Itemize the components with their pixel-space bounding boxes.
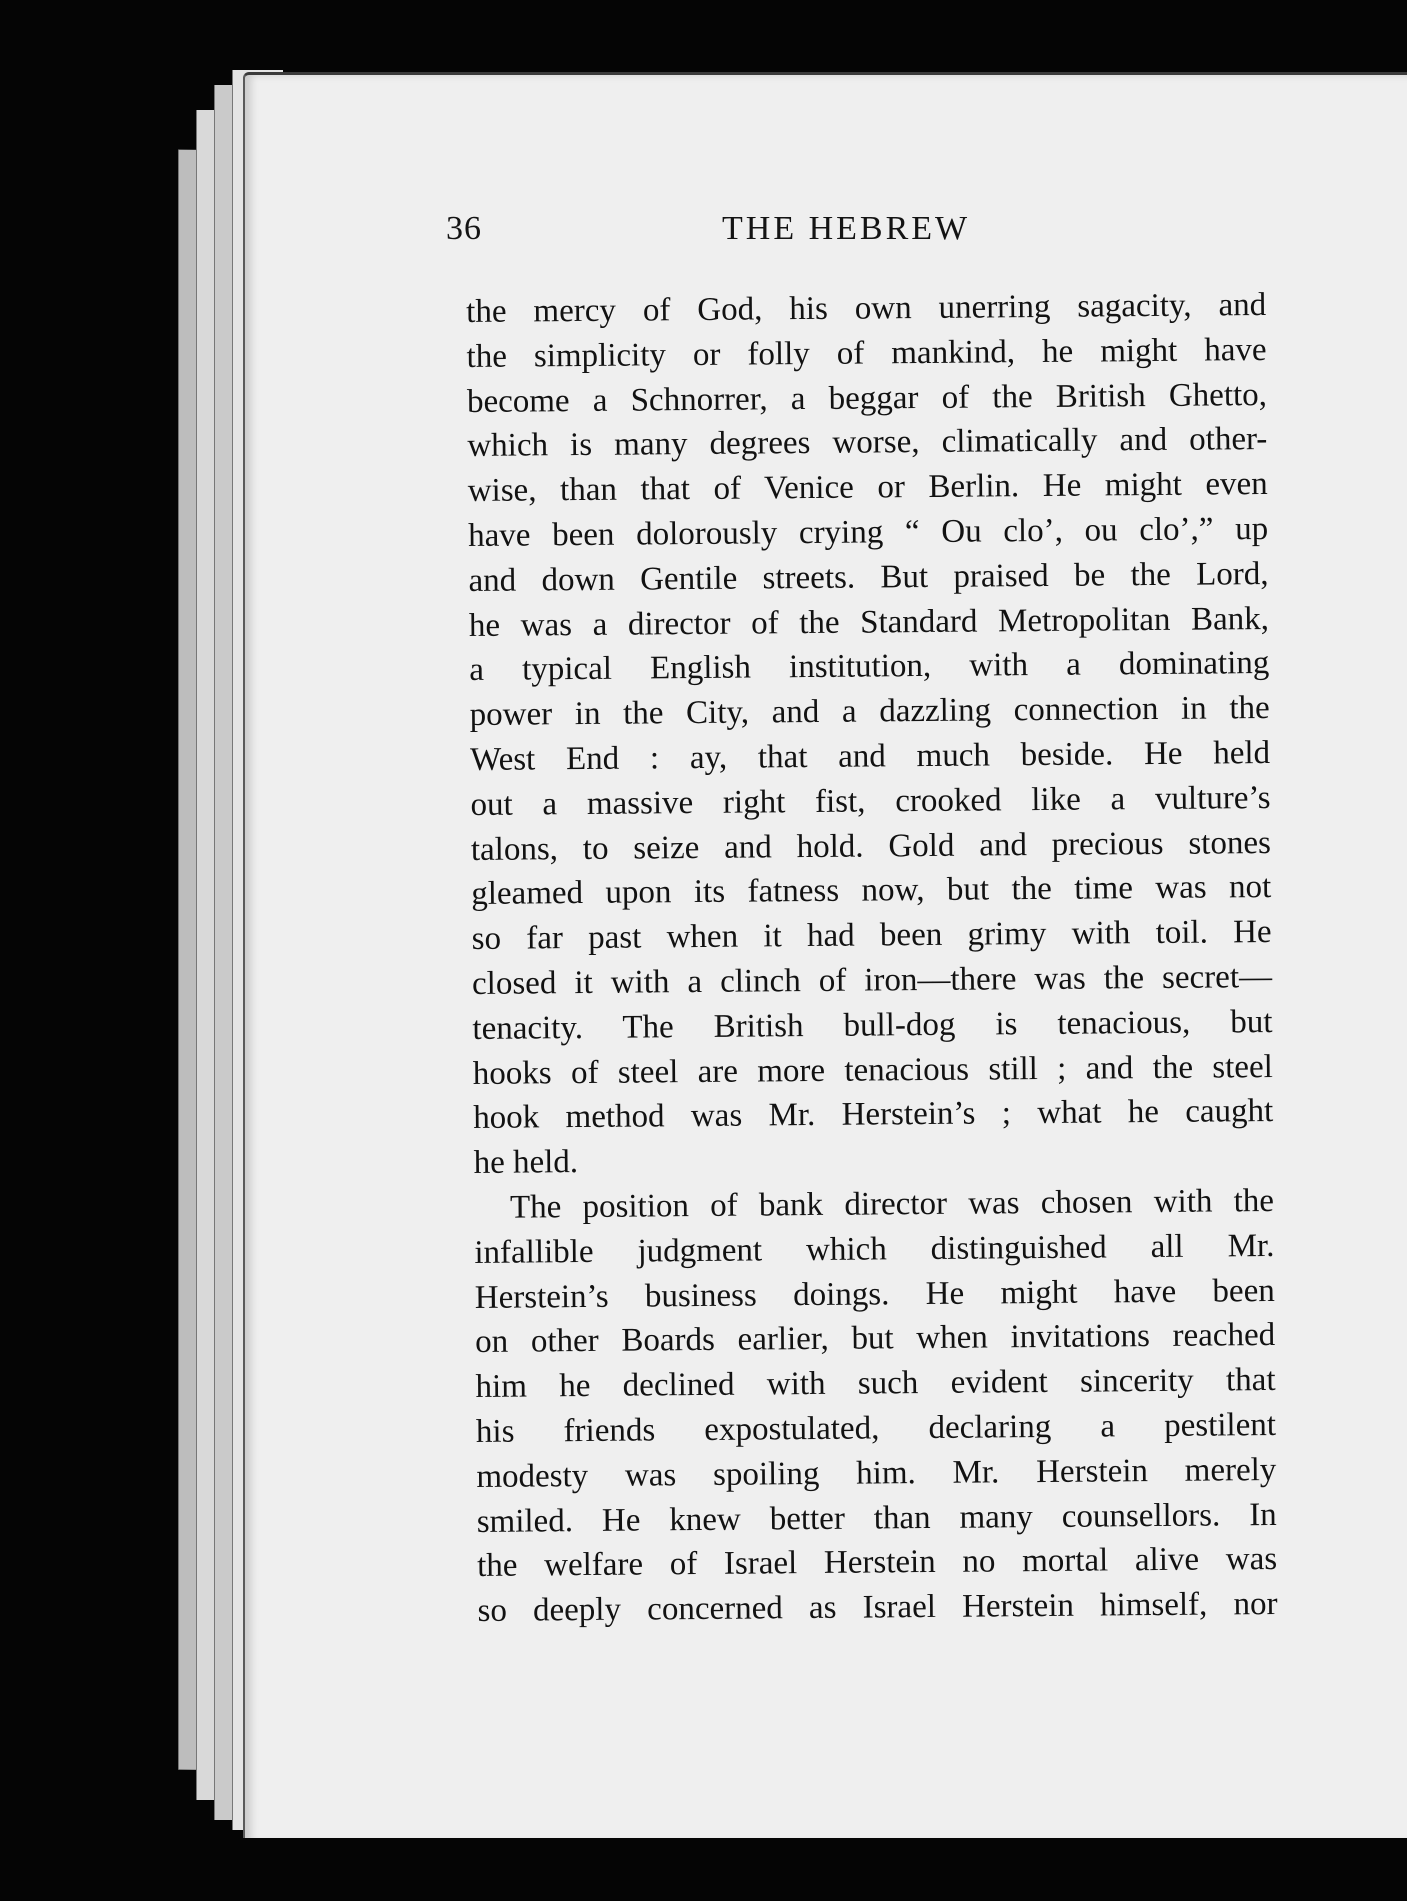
text-line: tenacity. The British bull-dog is tenacious, but — [472, 1003, 1273, 1047]
text-line: which is many degrees worse, climatically and other- — [467, 421, 1268, 465]
text-line: talons, to seize and hold. Gold and precious stones — [470, 824, 1272, 868]
paragraph-2 — [474, 1179, 1278, 1634]
text-line: closed it with a clinch of iron—there was the secret— — [471, 958, 1273, 1002]
text-line: on other Boards earlier, but when invitations reached — [475, 1317, 1276, 1361]
text-line: wise, than that of Venice or Berlin. He might even — [467, 466, 1268, 510]
text-line: hook method was Mr. Herstein’s ; what he caught — [473, 1093, 1274, 1137]
text-line: infallible judgment which distinguished all Mr. — [474, 1227, 1275, 1271]
text-line: the simplicity or folly of mankind, he might have — [466, 331, 1267, 375]
body-text — [466, 283, 1278, 1634]
text-line: become a Schnorrer, a beggar of the British Ghetto, — [466, 376, 1268, 420]
text-line: the mercy of God, his own unerring sagacity, and — [466, 287, 1267, 330]
text-line: his friends expostulated, declaring a pestilent — [475, 1406, 1277, 1450]
page-number: 36 — [446, 210, 482, 247]
page-header — [446, 210, 1266, 270]
text-line: Herstein’s business doings. He might have been — [474, 1272, 1275, 1316]
text-line: the welfare of Israel Herstein no mortal alive was — [476, 1541, 1278, 1585]
text-line: power in the City, and a dazzling connection in the — [469, 690, 1270, 734]
text-line: have been dolorously crying “ Ou clo’, ou clo’,” up — [467, 510, 1269, 554]
text-line: out a massive right fist, crooked like a vulture’s — [470, 779, 1271, 823]
text-line: smiled. He knew better than many counsellors. In — [476, 1496, 1277, 1540]
text-line: him he declined with such evident sincerity that — [475, 1362, 1276, 1406]
text-line: so deeply concerned as Israel Herstein himself, nor — [477, 1586, 1278, 1630]
paragraph-1 — [466, 283, 1274, 1186]
text-line: and down Gentile streets. But praised be the Lord, — [468, 555, 1269, 599]
text-line: The position of bank director was chosen with the — [509, 1182, 1275, 1226]
running-title: THE HEBREW — [722, 210, 971, 247]
text-line: modesty was spoiling him. Mr. Herstein merely — [476, 1451, 1277, 1495]
text-line: he held. — [473, 1144, 579, 1182]
text-line: gleamed upon its fatness now, but the time was not — [471, 869, 1272, 913]
text-line: West End : ay, that and much beside. He held — [469, 734, 1271, 778]
text-line: he was a director of the Standard Metropolitan Bank, — [468, 600, 1270, 644]
text-line: hooks of steel are more tenacious still ; and the steel — [472, 1048, 1273, 1092]
text-line: a typical English institution, with a dominating — [469, 645, 1270, 689]
text-line: so far past when it had been grimy with toil. He — [471, 914, 1272, 958]
background-shadow — [240, 1838, 1407, 1901]
